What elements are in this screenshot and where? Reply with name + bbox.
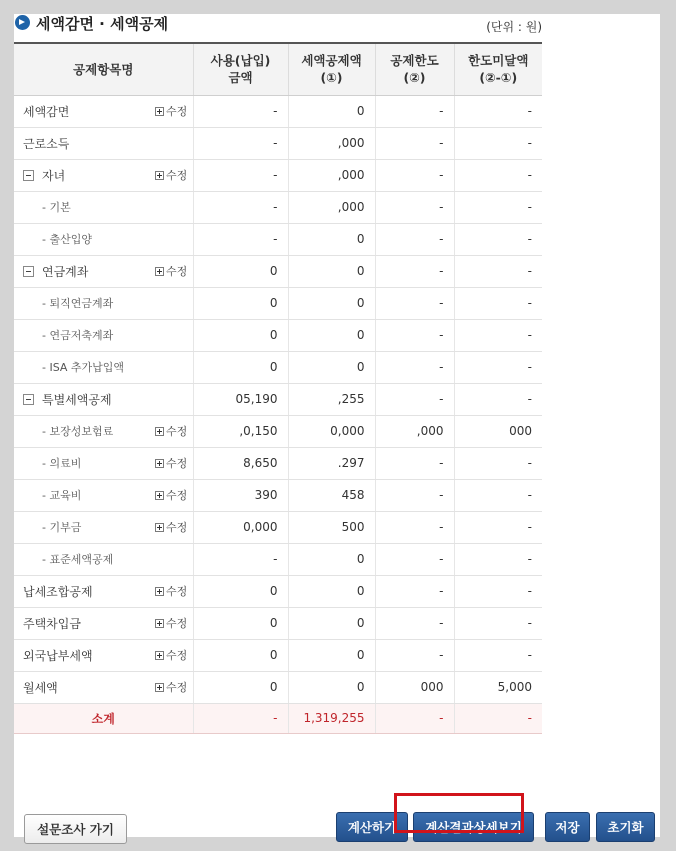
survey-button[interactable]: 설문조사 가기 bbox=[24, 814, 127, 844]
plus-box-icon bbox=[155, 651, 164, 660]
cell-limit: - bbox=[375, 159, 454, 191]
total-used: - bbox=[193, 703, 288, 733]
table-row bbox=[14, 639, 542, 671]
row-name-cell bbox=[14, 159, 153, 191]
table-row bbox=[14, 319, 542, 351]
plus-box-icon bbox=[155, 619, 164, 628]
collapse-minus-icon[interactable] bbox=[23, 266, 34, 277]
plus-box-icon bbox=[155, 427, 164, 436]
cell-used: 0 bbox=[193, 575, 288, 607]
row-name-cell bbox=[14, 287, 153, 319]
edit-button[interactable] bbox=[155, 487, 187, 503]
edit-button[interactable] bbox=[155, 519, 187, 535]
row-label: 외국납부세액 bbox=[23, 648, 93, 663]
cell-shortfall: - bbox=[454, 95, 542, 127]
table-row bbox=[14, 511, 542, 543]
cell-used: 0 bbox=[193, 255, 288, 287]
cell-shortfall: - bbox=[454, 127, 542, 159]
row-edit-cell bbox=[153, 287, 193, 319]
row-name-cell bbox=[14, 319, 153, 351]
table-row bbox=[14, 95, 542, 127]
cell-limit: - bbox=[375, 223, 454, 255]
row-name-cell bbox=[14, 383, 153, 415]
plus-box-icon bbox=[155, 683, 164, 692]
row-label: - 연금저축계좌 bbox=[42, 329, 114, 342]
row-name-cell bbox=[14, 639, 153, 671]
total-shortfall: - bbox=[454, 703, 542, 733]
cell-credit: 0 bbox=[288, 223, 375, 255]
cell-used: ,0,150 bbox=[193, 415, 288, 447]
table-row bbox=[14, 447, 542, 479]
edit-button[interactable] bbox=[155, 679, 187, 695]
cell-limit: - bbox=[375, 639, 454, 671]
edit-label: 수정 bbox=[166, 265, 188, 278]
row-label: - 의료비 bbox=[42, 457, 82, 470]
col-header-item: 공제항목명 bbox=[14, 43, 193, 95]
cell-limit: - bbox=[375, 511, 454, 543]
row-edit-cell bbox=[153, 447, 193, 479]
unit-label: (단위 : 원) bbox=[486, 20, 542, 34]
view-details-button[interactable]: 계산결과상세보기 bbox=[413, 812, 534, 842]
row-edit-cell bbox=[153, 127, 193, 159]
highlight-box bbox=[394, 793, 524, 833]
cell-credit: 0 bbox=[288, 639, 375, 671]
table-row bbox=[14, 287, 542, 319]
row-label: 근로소득 bbox=[23, 136, 70, 151]
cell-shortfall: - bbox=[454, 351, 542, 383]
row-label: 연금계좌 bbox=[42, 264, 89, 279]
cell-limit: - bbox=[375, 191, 454, 223]
row-edit-cell bbox=[153, 575, 193, 607]
cell-shortfall: - bbox=[454, 575, 542, 607]
row-edit-cell bbox=[153, 639, 193, 671]
cell-used: 0,000 bbox=[193, 511, 288, 543]
cell-limit: - bbox=[375, 319, 454, 351]
cell-credit: ,000 bbox=[288, 191, 375, 223]
row-label: 주택차입금 bbox=[23, 616, 81, 631]
total-label: 소계 bbox=[14, 703, 193, 733]
cell-used: 390 bbox=[193, 479, 288, 511]
collapse-minus-icon[interactable] bbox=[23, 394, 34, 405]
section-header bbox=[14, 14, 542, 42]
row-label: - 기부금 bbox=[42, 521, 82, 534]
row-name-cell bbox=[14, 351, 153, 383]
cell-shortfall: - bbox=[454, 639, 542, 671]
row-name-cell bbox=[14, 575, 153, 607]
row-edit-cell bbox=[153, 511, 193, 543]
plus-box-icon bbox=[155, 171, 164, 180]
edit-button[interactable] bbox=[155, 647, 187, 663]
cell-shortfall: - bbox=[454, 511, 542, 543]
cell-used: 0 bbox=[193, 671, 288, 703]
row-edit-cell bbox=[153, 415, 193, 447]
cell-used: 0 bbox=[193, 319, 288, 351]
row-edit-cell bbox=[153, 95, 193, 127]
edit-label: 수정 bbox=[166, 649, 188, 662]
cell-used: - bbox=[193, 159, 288, 191]
section-title: 세액감면 · 세액공제 bbox=[36, 15, 169, 33]
cell-credit: 0 bbox=[288, 543, 375, 575]
cell-credit: 0 bbox=[288, 607, 375, 639]
edit-label: 수정 bbox=[166, 169, 188, 182]
cell-limit: 000 bbox=[375, 671, 454, 703]
row-name-cell bbox=[14, 415, 153, 447]
cell-used: 0 bbox=[193, 639, 288, 671]
row-label: 납세조합공제 bbox=[23, 584, 93, 599]
table-row bbox=[14, 191, 542, 223]
cell-limit: - bbox=[375, 351, 454, 383]
edit-label: 수정 bbox=[166, 105, 188, 118]
row-label: - 표준세액공제 bbox=[42, 553, 114, 566]
row-label: - ISA 추가납입액 bbox=[42, 361, 125, 374]
cell-used: 0 bbox=[193, 287, 288, 319]
row-name-cell bbox=[14, 479, 153, 511]
plus-box-icon bbox=[155, 107, 164, 116]
cell-shortfall: - bbox=[454, 159, 542, 191]
plus-box-icon bbox=[155, 587, 164, 596]
row-name-cell bbox=[14, 447, 153, 479]
cell-shortfall: 5,000 bbox=[454, 671, 542, 703]
edit-button[interactable] bbox=[155, 167, 187, 183]
cell-limit: - bbox=[375, 383, 454, 415]
row-edit-cell bbox=[153, 223, 193, 255]
tax-credit-panel bbox=[14, 14, 660, 837]
cell-shortfall: - bbox=[454, 319, 542, 351]
row-name-cell bbox=[14, 223, 153, 255]
edit-button[interactable] bbox=[155, 263, 187, 279]
row-label: 자녀 bbox=[42, 168, 66, 183]
total-credit: 1,319,255 bbox=[288, 703, 375, 733]
table-row bbox=[14, 351, 542, 383]
cell-used: 05,190 bbox=[193, 383, 288, 415]
edit-label: 수정 bbox=[166, 585, 188, 598]
edit-label: 수정 bbox=[166, 457, 188, 470]
cell-credit: .297 bbox=[288, 447, 375, 479]
cell-used: - bbox=[193, 191, 288, 223]
table-header-row bbox=[14, 43, 542, 95]
cell-credit: ,255 bbox=[288, 383, 375, 415]
cell-credit: 0 bbox=[288, 319, 375, 351]
cell-limit: - bbox=[375, 479, 454, 511]
table-row bbox=[14, 575, 542, 607]
cell-credit: 0,000 bbox=[288, 415, 375, 447]
arrow-circle-icon bbox=[15, 15, 30, 30]
total-row bbox=[14, 703, 542, 733]
cell-credit: 500 bbox=[288, 511, 375, 543]
save-button[interactable]: 저장 bbox=[545, 812, 590, 842]
edit-label: 수정 bbox=[166, 681, 188, 694]
total-limit: - bbox=[375, 703, 454, 733]
row-edit-cell bbox=[153, 479, 193, 511]
cell-shortfall: - bbox=[454, 287, 542, 319]
cell-used: 0 bbox=[193, 607, 288, 639]
table-row bbox=[14, 543, 542, 575]
plus-box-icon bbox=[155, 523, 164, 532]
row-edit-cell bbox=[153, 543, 193, 575]
cell-shortfall: - bbox=[454, 543, 542, 575]
cell-used: - bbox=[193, 127, 288, 159]
cell-shortfall: 000 bbox=[454, 415, 542, 447]
edit-button[interactable] bbox=[155, 583, 187, 599]
cell-used: 8,650 bbox=[193, 447, 288, 479]
plus-box-icon bbox=[155, 459, 164, 468]
cell-limit: - bbox=[375, 575, 454, 607]
row-edit-cell bbox=[153, 191, 193, 223]
cell-shortfall: - bbox=[454, 191, 542, 223]
row-name-cell bbox=[14, 255, 153, 287]
row-label: - 퇴직연금계좌 bbox=[42, 297, 114, 310]
edit-button[interactable] bbox=[155, 103, 187, 119]
row-name-cell bbox=[14, 127, 153, 159]
cell-credit: 0 bbox=[288, 575, 375, 607]
cell-limit: - bbox=[375, 255, 454, 287]
edit-button[interactable] bbox=[155, 615, 187, 631]
row-label: 월세액 bbox=[23, 680, 58, 695]
edit-label: 수정 bbox=[166, 521, 188, 534]
edit-label: 수정 bbox=[166, 617, 188, 630]
cell-credit: 458 bbox=[288, 479, 375, 511]
cell-credit: ,000 bbox=[288, 127, 375, 159]
cell-shortfall: - bbox=[454, 223, 542, 255]
row-name-cell bbox=[14, 543, 153, 575]
edit-label: 수정 bbox=[166, 489, 188, 502]
cell-credit: 0 bbox=[288, 95, 375, 127]
row-edit-cell bbox=[153, 159, 193, 191]
cell-shortfall: - bbox=[454, 255, 542, 287]
table-row bbox=[14, 607, 542, 639]
row-edit-cell bbox=[153, 255, 193, 287]
cell-used: 0 bbox=[193, 351, 288, 383]
cell-limit: - bbox=[375, 95, 454, 127]
row-name-cell bbox=[14, 607, 153, 639]
row-label: - 기본 bbox=[42, 201, 71, 214]
tax-credit-table bbox=[14, 42, 542, 734]
cell-shortfall: - bbox=[454, 447, 542, 479]
collapse-minus-icon[interactable] bbox=[23, 170, 34, 181]
cell-limit: - bbox=[375, 447, 454, 479]
cell-limit: ,000 bbox=[375, 415, 454, 447]
table-row bbox=[14, 479, 542, 511]
col-header-used: 사용(납입) 금액 bbox=[193, 43, 288, 95]
cell-shortfall: - bbox=[454, 479, 542, 511]
row-label: - 출산입양 bbox=[42, 233, 92, 246]
plus-box-icon bbox=[155, 491, 164, 500]
col-header-shortfall: 한도미달액 (②-①) bbox=[454, 43, 542, 95]
table-row bbox=[14, 415, 542, 447]
cell-used: - bbox=[193, 95, 288, 127]
table-row bbox=[14, 127, 542, 159]
cell-limit: - bbox=[375, 127, 454, 159]
cell-shortfall: - bbox=[454, 383, 542, 415]
cell-limit: - bbox=[375, 543, 454, 575]
table-row bbox=[14, 255, 542, 287]
cell-credit: 0 bbox=[288, 255, 375, 287]
row-name-cell bbox=[14, 671, 153, 703]
table-row bbox=[14, 383, 542, 415]
calculate-button[interactable]: 계산하기 bbox=[336, 812, 408, 842]
row-name-cell bbox=[14, 95, 153, 127]
row-edit-cell bbox=[153, 607, 193, 639]
edit-button[interactable] bbox=[155, 455, 187, 471]
reset-button[interactable]: 초기화 bbox=[596, 812, 655, 842]
cell-used: - bbox=[193, 223, 288, 255]
cell-limit: - bbox=[375, 287, 454, 319]
cell-limit: - bbox=[375, 607, 454, 639]
table-body bbox=[14, 95, 542, 703]
row-name-cell bbox=[14, 191, 153, 223]
row-label: 세액감면 bbox=[23, 104, 70, 119]
table-row bbox=[14, 671, 542, 703]
row-edit-cell bbox=[153, 383, 193, 415]
row-label: - 교육비 bbox=[42, 489, 82, 502]
row-edit-cell bbox=[153, 671, 193, 703]
edit-label: 수정 bbox=[166, 425, 188, 438]
row-edit-cell bbox=[153, 351, 193, 383]
plus-box-icon bbox=[155, 267, 164, 276]
table-row bbox=[14, 223, 542, 255]
edit-button[interactable] bbox=[155, 423, 187, 439]
row-edit-cell bbox=[153, 319, 193, 351]
row-name-cell bbox=[14, 511, 153, 543]
cell-credit: ,000 bbox=[288, 159, 375, 191]
row-label: - 보장성보험료 bbox=[42, 425, 114, 438]
cell-shortfall: - bbox=[454, 607, 542, 639]
col-header-limit: 공제한도 (②) bbox=[375, 43, 454, 95]
table-row bbox=[14, 159, 542, 191]
cell-used: - bbox=[193, 543, 288, 575]
row-label: 특별세액공제 bbox=[42, 392, 112, 407]
cell-credit: 0 bbox=[288, 287, 375, 319]
cell-credit: 0 bbox=[288, 671, 375, 703]
col-header-credit: 세액공제액 (①) bbox=[288, 43, 375, 95]
cell-credit: 0 bbox=[288, 351, 375, 383]
